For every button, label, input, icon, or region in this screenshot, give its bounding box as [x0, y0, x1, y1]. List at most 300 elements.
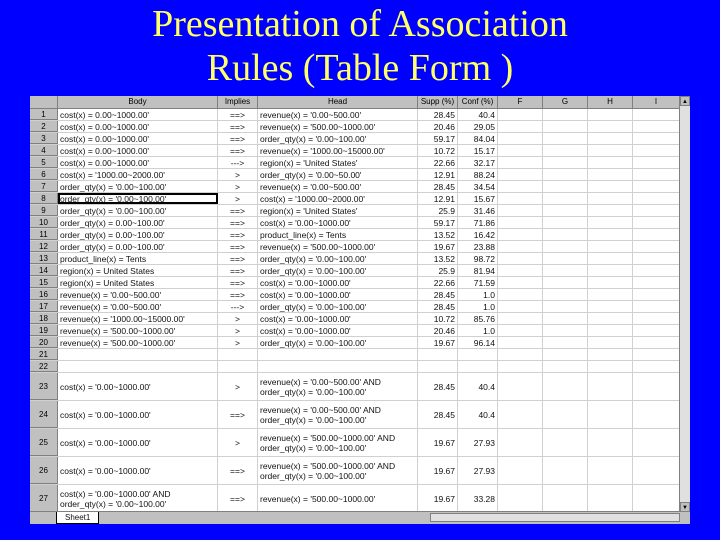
table-row	[30, 265, 680, 277]
cell-empty[interactable]	[588, 313, 633, 324]
cell-supp[interactable]: 28.45	[418, 289, 458, 300]
cell-body[interactable]: region(x) = United States	[58, 265, 218, 276]
cell-body[interactable]: cost(x) = 0.00~1000.00'	[58, 157, 218, 168]
cell-body[interactable]: product_line(x) = Tents	[58, 253, 218, 264]
cell-empty[interactable]	[633, 325, 680, 336]
cell-head[interactable]: order_qty(x) = '0.00~100.00'	[258, 337, 418, 348]
cell-head[interactable]: cost(x) = '1000.00~2000.00'	[258, 193, 418, 204]
row-number[interactable]: 1	[30, 109, 58, 120]
cell-supp[interactable]: 22.66	[418, 277, 458, 288]
cell-implies[interactable]: --->	[218, 157, 258, 168]
cell-conf[interactable]	[458, 349, 498, 360]
cell-conf[interactable]: 33.28	[458, 485, 498, 512]
cell-empty[interactable]	[633, 229, 680, 240]
cell-head[interactable]: cost(x) = '0.00~1000.00'	[258, 277, 418, 288]
cell-supp[interactable]: 19.67	[418, 429, 458, 456]
cell-conf[interactable]: 1.0	[458, 289, 498, 300]
cell-supp[interactable]: 20.46	[418, 121, 458, 132]
table-row	[30, 457, 680, 485]
cell-empty[interactable]	[633, 253, 680, 264]
cell-body[interactable]	[58, 361, 218, 372]
cell-implies[interactable]: ==>	[218, 205, 258, 216]
cell-empty[interactable]	[588, 133, 633, 144]
cell-empty[interactable]	[543, 337, 588, 348]
table-row	[30, 253, 680, 265]
cell-head[interactable]: region(x) = 'United States'	[258, 157, 418, 168]
scroll-down-arrow-icon[interactable]: ▼	[680, 502, 690, 512]
cell-head[interactable]: revenue(x) = '500.00~1000.00'	[258, 241, 418, 252]
cell-empty[interactable]	[498, 373, 543, 400]
cell-supp[interactable]	[418, 361, 458, 372]
cell-implies[interactable]	[218, 361, 258, 372]
cell-conf[interactable]: 31.46	[458, 205, 498, 216]
cell-empty[interactable]	[588, 301, 633, 312]
sheet-tab[interactable]: Sheet1	[56, 512, 99, 524]
cell-head[interactable]: order_qty(x) = '0.00~100.00'	[258, 253, 418, 264]
cell-head[interactable]: order_qty(x) = '0.00~100.00'	[258, 265, 418, 276]
table-row	[30, 373, 680, 401]
cell-body[interactable]: cost(x) = '1000.00~2000.00'	[58, 169, 218, 180]
cell-empty[interactable]	[633, 205, 680, 216]
cell-empty[interactable]	[588, 229, 633, 240]
cell-empty[interactable]	[633, 121, 680, 132]
cell-empty[interactable]	[633, 361, 680, 372]
cell-supp[interactable]: 19.67	[418, 457, 458, 484]
cell-supp[interactable]: 28.45	[418, 373, 458, 400]
cell-empty[interactable]	[633, 401, 680, 428]
cell-empty[interactable]	[633, 217, 680, 228]
cell-implies[interactable]: ==>	[218, 265, 258, 276]
cell-empty[interactable]	[588, 241, 633, 252]
column-header-g[interactable]: G	[543, 96, 588, 108]
cell-implies[interactable]: ==>	[218, 133, 258, 144]
horizontal-scrollbar[interactable]	[430, 513, 680, 522]
cell-implies[interactable]: >	[218, 169, 258, 180]
cell-empty[interactable]	[633, 313, 680, 324]
row-number[interactable]: 22	[30, 361, 58, 372]
cell-implies[interactable]: ==>	[218, 229, 258, 240]
cell-empty[interactable]	[543, 361, 588, 372]
cell-conf[interactable]: 71.59	[458, 277, 498, 288]
cell-supp[interactable]: 19.67	[418, 337, 458, 348]
row-number[interactable]: 7	[30, 181, 58, 192]
cell-implies[interactable]: ==>	[218, 217, 258, 228]
row-number[interactable]: 19	[30, 325, 58, 336]
cell-empty[interactable]	[498, 337, 543, 348]
cell-body[interactable]: order_qty(x) = 0.00~100.00'	[58, 229, 218, 240]
cell-body[interactable]: cost(x) = 0.00~1000.00'	[58, 121, 218, 132]
cell-empty[interactable]	[498, 205, 543, 216]
cell-head[interactable]: order_qty(x) = '0.00~50.00'	[258, 169, 418, 180]
cell-empty[interactable]	[633, 109, 680, 120]
cell-supp[interactable]: 22.66	[418, 157, 458, 168]
cell-empty[interactable]	[498, 429, 543, 456]
cell-empty[interactable]	[543, 145, 588, 156]
cell-body[interactable]: order_qty(x) = '0.00~100.00'	[58, 181, 218, 192]
cell-empty[interactable]	[498, 133, 543, 144]
cell-head[interactable]: cost(x) = '0.00~1000.00'	[258, 217, 418, 228]
cell-body[interactable]: order_qty(x) = '0.00~100.00'	[58, 205, 218, 216]
row-number[interactable]: 3	[30, 133, 58, 144]
cell-supp[interactable]	[418, 349, 458, 360]
cell-empty[interactable]	[543, 109, 588, 120]
cell-head[interactable]: revenue(x) = '500.00~1000.00' AND order_qty(x) = '0.00~100.00'	[258, 429, 418, 456]
cell-head[interactable]	[258, 349, 418, 360]
cell-empty[interactable]	[633, 349, 680, 360]
cell-implies[interactable]: ==>	[218, 109, 258, 120]
cell-empty[interactable]	[633, 133, 680, 144]
cell-empty[interactable]	[633, 457, 680, 484]
column-header-h[interactable]: H	[588, 96, 633, 108]
cell-empty[interactable]	[633, 373, 680, 400]
cell-head[interactable]: revenue(x) = '500.00~1000.00'	[258, 485, 418, 512]
cell-empty[interactable]	[543, 121, 588, 132]
cell-empty[interactable]	[498, 325, 543, 336]
cell-conf[interactable]: 71.86	[458, 217, 498, 228]
cell-empty[interactable]	[498, 289, 543, 300]
table-row	[30, 169, 680, 181]
cell-implies[interactable]: >	[218, 193, 258, 204]
cell-head[interactable]: product_line(x) = Tents	[258, 229, 418, 240]
cell-head[interactable]: cost(x) = '0.00~1000.00'	[258, 325, 418, 336]
cell-empty[interactable]	[543, 401, 588, 428]
cell-supp[interactable]: 13.52	[418, 229, 458, 240]
cell-conf[interactable]: 27.93	[458, 457, 498, 484]
cell-implies[interactable]: ==>	[218, 485, 258, 512]
cell-supp[interactable]: 19.67	[418, 241, 458, 252]
cell-empty[interactable]	[498, 265, 543, 276]
cell-empty[interactable]	[543, 277, 588, 288]
cell-head[interactable]: cost(x) = '0.00~1000.00'	[258, 313, 418, 324]
cell-implies[interactable]: ==>	[218, 253, 258, 264]
cell-conf[interactable]: 81.94	[458, 265, 498, 276]
cell-supp[interactable]: 20.46	[418, 325, 458, 336]
table-row	[30, 109, 680, 121]
cell-empty[interactable]	[543, 301, 588, 312]
cell-supp[interactable]: 10.72	[418, 145, 458, 156]
row-number[interactable]: 16	[30, 289, 58, 300]
cell-implies[interactable]: >	[218, 325, 258, 336]
cell-empty[interactable]	[498, 401, 543, 428]
cell-implies[interactable]: ==>	[218, 121, 258, 132]
cell-empty[interactable]	[543, 241, 588, 252]
cell-empty[interactable]	[543, 373, 588, 400]
table-row	[30, 277, 680, 289]
cell-supp[interactable]: 28.45	[418, 401, 458, 428]
cell-conf[interactable]: 1.0	[458, 325, 498, 336]
row-number[interactable]: 25	[30, 429, 58, 456]
cell-empty[interactable]	[543, 313, 588, 324]
cell-conf[interactable]: 15.17	[458, 145, 498, 156]
cell-empty[interactable]	[543, 133, 588, 144]
cell-empty[interactable]	[498, 217, 543, 228]
cell-empty[interactable]	[588, 205, 633, 216]
row-number[interactable]: 5	[30, 157, 58, 168]
cell-empty[interactable]	[633, 337, 680, 348]
table-row	[30, 205, 680, 217]
cell-head[interactable]: order_qty(x) = '0.00~100.00'	[258, 301, 418, 312]
cell-supp[interactable]: 59.17	[418, 133, 458, 144]
cell-supp[interactable]: 25.9	[418, 205, 458, 216]
cell-head[interactable]: revenue(x) = '0.00~500.00'	[258, 109, 418, 120]
cell-head[interactable]: region(x) = 'United States'	[258, 205, 418, 216]
cell-conf[interactable]: 84.04	[458, 133, 498, 144]
cell-implies[interactable]: >	[218, 181, 258, 192]
cell-empty[interactable]	[588, 485, 633, 512]
row-number[interactable]: 10	[30, 217, 58, 228]
row-number[interactable]: 20	[30, 337, 58, 348]
cell-head[interactable]: order_qty(x) = '0.00~100.00'	[258, 133, 418, 144]
row-number[interactable]: 15	[30, 277, 58, 288]
cell-empty[interactable]	[588, 265, 633, 276]
cell-empty[interactable]	[543, 325, 588, 336]
cell-empty[interactable]	[588, 193, 633, 204]
cell-empty[interactable]	[588, 181, 633, 192]
cell-conf[interactable]: 16.42	[458, 229, 498, 240]
cell-supp[interactable]: 10.72	[418, 313, 458, 324]
cell-conf[interactable]: 1.0	[458, 301, 498, 312]
cell-implies[interactable]: ==>	[218, 289, 258, 300]
cell-conf[interactable]: 88.24	[458, 169, 498, 180]
cell-head[interactable]: revenue(x) = '1000.00~15000.00'	[258, 145, 418, 156]
cell-body[interactable]: order_qty(x) = '0.00~100.00'	[58, 193, 218, 204]
cell-supp[interactable]: 12.91	[418, 193, 458, 204]
spreadsheet	[30, 96, 690, 524]
table-row	[30, 325, 680, 337]
cell-empty[interactable]	[498, 157, 543, 168]
row-number[interactable]: 23	[30, 373, 58, 400]
cell-conf[interactable]: 29.05	[458, 121, 498, 132]
cell-implies[interactable]: >	[218, 313, 258, 324]
cell-empty[interactable]	[588, 457, 633, 484]
cell-empty[interactable]	[588, 401, 633, 428]
cell-implies[interactable]: ==>	[218, 145, 258, 156]
cell-empty[interactable]	[588, 109, 633, 120]
cell-empty[interactable]	[588, 121, 633, 132]
cell-empty[interactable]	[588, 145, 633, 156]
cell-supp[interactable]: 13.52	[418, 253, 458, 264]
cell-body[interactable]: revenue(x) = '0.00~500.00'	[58, 301, 218, 312]
cell-conf[interactable]: 23.88	[458, 241, 498, 252]
cell-body[interactable]: cost(x) = 0.00~1000.00'	[58, 145, 218, 156]
cell-empty[interactable]	[498, 241, 543, 252]
row-number[interactable]: 6	[30, 169, 58, 180]
cell-empty[interactable]	[498, 485, 543, 512]
cell-empty[interactable]	[498, 313, 543, 324]
cell-body[interactable]: cost(x) = '0.00~1000.00' AND order_qty(x) = '0.00~100.00'	[58, 485, 218, 512]
cell-body[interactable]: cost(x) = 0.00~1000.00'	[58, 133, 218, 144]
cell-empty[interactable]	[633, 157, 680, 168]
row-number[interactable]: 8	[30, 193, 58, 204]
cell-supp[interactable]: 12.91	[418, 169, 458, 180]
table-row	[30, 429, 680, 457]
row-number[interactable]: 9	[30, 205, 58, 216]
cell-supp[interactable]: 19.67	[418, 485, 458, 512]
cell-empty[interactable]	[633, 145, 680, 156]
table-row	[30, 229, 680, 241]
cell-head[interactable]: revenue(x) = '0.00~500.00'	[258, 181, 418, 192]
cell-empty[interactable]	[498, 457, 543, 484]
cell-empty[interactable]	[633, 181, 680, 192]
column-header-implies[interactable]: Implies	[218, 96, 258, 108]
cell-body[interactable]: cost(x) = '0.00~1000.00'	[58, 429, 218, 456]
cell-empty[interactable]	[543, 217, 588, 228]
cell-empty[interactable]	[588, 157, 633, 168]
cell-body[interactable]: cost(x) = '0.00~1000.00'	[58, 457, 218, 484]
cell-body[interactable]: revenue(x) = '500.00~1000.00'	[58, 325, 218, 336]
cell-implies[interactable]: ==>	[218, 457, 258, 484]
cell-conf[interactable]: 96.14	[458, 337, 498, 348]
cell-empty[interactable]	[498, 361, 543, 372]
cell-empty[interactable]	[543, 169, 588, 180]
cell-body[interactable]: revenue(x) = '1000.00~15000.00'	[58, 313, 218, 324]
cell-empty[interactable]	[543, 349, 588, 360]
cell-empty[interactable]	[543, 157, 588, 168]
table-row	[30, 145, 680, 157]
cell-conf[interactable]: 15.67	[458, 193, 498, 204]
cell-empty[interactable]	[633, 289, 680, 300]
cell-implies[interactable]: ==>	[218, 241, 258, 252]
slide-title	[0, 2, 720, 90]
cell-body[interactable]: order_qty(x) = 0.00~100.00'	[58, 217, 218, 228]
cell-conf[interactable]: 85.76	[458, 313, 498, 324]
cell-empty[interactable]	[543, 485, 588, 512]
column-header-i[interactable]: I	[633, 96, 680, 108]
cell-implies[interactable]	[218, 349, 258, 360]
row-number[interactable]: 21	[30, 349, 58, 360]
cell-empty[interactable]	[498, 349, 543, 360]
cell-implies[interactable]: >	[218, 373, 258, 400]
row-number[interactable]: 2	[30, 121, 58, 132]
cell-head[interactable]	[258, 361, 418, 372]
table-row	[30, 349, 680, 361]
cell-empty[interactable]	[588, 373, 633, 400]
cell-empty[interactable]	[588, 429, 633, 456]
cell-empty[interactable]	[588, 217, 633, 228]
row-number[interactable]: 27	[30, 485, 58, 512]
cell-empty[interactable]	[543, 289, 588, 300]
scroll-up-arrow-icon[interactable]: ▲	[680, 96, 690, 106]
cell-implies[interactable]: >	[218, 337, 258, 348]
cell-body[interactable]: cost(x) = '0.00~1000.00'	[58, 401, 218, 428]
cell-body[interactable]	[58, 349, 218, 360]
cell-empty[interactable]	[543, 205, 588, 216]
cell-conf[interactable]	[458, 361, 498, 372]
cell-head[interactable]: revenue(x) = '500.00~1000.00'	[258, 121, 418, 132]
column-header-f[interactable]: F	[498, 96, 543, 108]
column-header-conf[interactable]: Conf (%)	[458, 96, 498, 108]
cell-empty[interactable]	[498, 109, 543, 120]
column-header-supp[interactable]: Supp (%)	[418, 96, 458, 108]
cell-implies[interactable]: --->	[218, 301, 258, 312]
cell-empty[interactable]	[498, 181, 543, 192]
cell-conf[interactable]: 34.54	[458, 181, 498, 192]
cell-empty[interactable]	[498, 301, 543, 312]
cell-body[interactable]: cost(x) = '0.00~1000.00'	[58, 373, 218, 400]
column-header-head[interactable]: Head	[258, 96, 418, 108]
cell-empty[interactable]	[588, 325, 633, 336]
cell-empty[interactable]	[633, 301, 680, 312]
select-all-corner[interactable]	[30, 96, 58, 108]
cell-body[interactable]: revenue(x) = '500.00~1000.00'	[58, 337, 218, 348]
row-number[interactable]: 24	[30, 401, 58, 428]
cell-empty[interactable]	[633, 429, 680, 456]
cell-implies[interactable]: ==>	[218, 277, 258, 288]
row-number[interactable]: 12	[30, 241, 58, 252]
cell-empty[interactable]	[588, 349, 633, 360]
vertical-scrollbar[interactable]	[679, 96, 690, 512]
cell-empty[interactable]	[543, 265, 588, 276]
cell-conf[interactable]: 32.17	[458, 157, 498, 168]
cell-empty[interactable]	[498, 121, 543, 132]
cell-body[interactable]: cost(x) = 0.00~1000.00'	[58, 109, 218, 120]
cell-implies[interactable]: >	[218, 429, 258, 456]
cell-conf[interactable]: 40.4	[458, 401, 498, 428]
cell-empty[interactable]	[588, 289, 633, 300]
column-header-body[interactable]: Body	[58, 96, 218, 108]
cell-empty[interactable]	[498, 145, 543, 156]
cell-empty[interactable]	[633, 169, 680, 180]
cell-body[interactable]: revenue(x) = '0.00~500.00'	[58, 289, 218, 300]
cell-empty[interactable]	[588, 361, 633, 372]
cell-supp[interactable]: 59.17	[418, 217, 458, 228]
cell-conf[interactable]: 98.72	[458, 253, 498, 264]
cell-conf[interactable]: 40.4	[458, 373, 498, 400]
cell-empty[interactable]	[588, 169, 633, 180]
cell-empty[interactable]	[588, 337, 633, 348]
cell-empty[interactable]	[543, 457, 588, 484]
cell-empty[interactable]	[633, 265, 680, 276]
cell-empty[interactable]	[498, 253, 543, 264]
cell-implies[interactable]: ==>	[218, 401, 258, 428]
cell-conf[interactable]: 27.93	[458, 429, 498, 456]
cell-supp[interactable]: 28.45	[418, 301, 458, 312]
cell-empty[interactable]	[543, 429, 588, 456]
cell-head[interactable]: revenue(x) = '0.00~500.00' AND order_qty(x) = '0.00~100.00'	[258, 373, 418, 400]
row-number[interactable]: 13	[30, 253, 58, 264]
cell-head[interactable]: revenue(x) = '0.00~500.00' AND order_qty(x) = '0.00~100.00'	[258, 401, 418, 428]
cell-empty[interactable]	[543, 193, 588, 204]
row-number[interactable]: 4	[30, 145, 58, 156]
row-number[interactable]: 11	[30, 229, 58, 240]
cell-empty[interactable]	[633, 193, 680, 204]
row-number[interactable]: 26	[30, 457, 58, 484]
cell-body[interactable]: region(x) = United States	[58, 277, 218, 288]
cell-supp[interactable]: 28.45	[418, 181, 458, 192]
cell-supp[interactable]: 28.45	[418, 109, 458, 120]
row-number[interactable]: 14	[30, 265, 58, 276]
cell-empty[interactable]	[588, 253, 633, 264]
cell-supp[interactable]: 25.9	[418, 265, 458, 276]
cell-empty[interactable]	[498, 169, 543, 180]
cell-empty[interactable]	[633, 241, 680, 252]
cell-empty[interactable]	[498, 193, 543, 204]
cell-empty[interactable]	[543, 253, 588, 264]
cell-empty[interactable]	[633, 277, 680, 288]
cell-empty[interactable]	[498, 277, 543, 288]
cell-empty[interactable]	[633, 485, 680, 512]
cell-empty[interactable]	[588, 277, 633, 288]
cell-empty[interactable]	[543, 229, 588, 240]
cell-body[interactable]: order_qty(x) = 0.00~100.00'	[58, 241, 218, 252]
row-number[interactable]: 18	[30, 313, 58, 324]
cell-empty[interactable]	[498, 229, 543, 240]
cell-empty[interactable]	[543, 181, 588, 192]
cell-head[interactable]: cost(x) = '0.00~1000.00'	[258, 289, 418, 300]
cell-head[interactable]: revenue(x) = '500.00~1000.00' AND order_qty(x) = '0.00~100.00'	[258, 457, 418, 484]
cell-conf[interactable]: 40.4	[458, 109, 498, 120]
row-number[interactable]: 17	[30, 301, 58, 312]
